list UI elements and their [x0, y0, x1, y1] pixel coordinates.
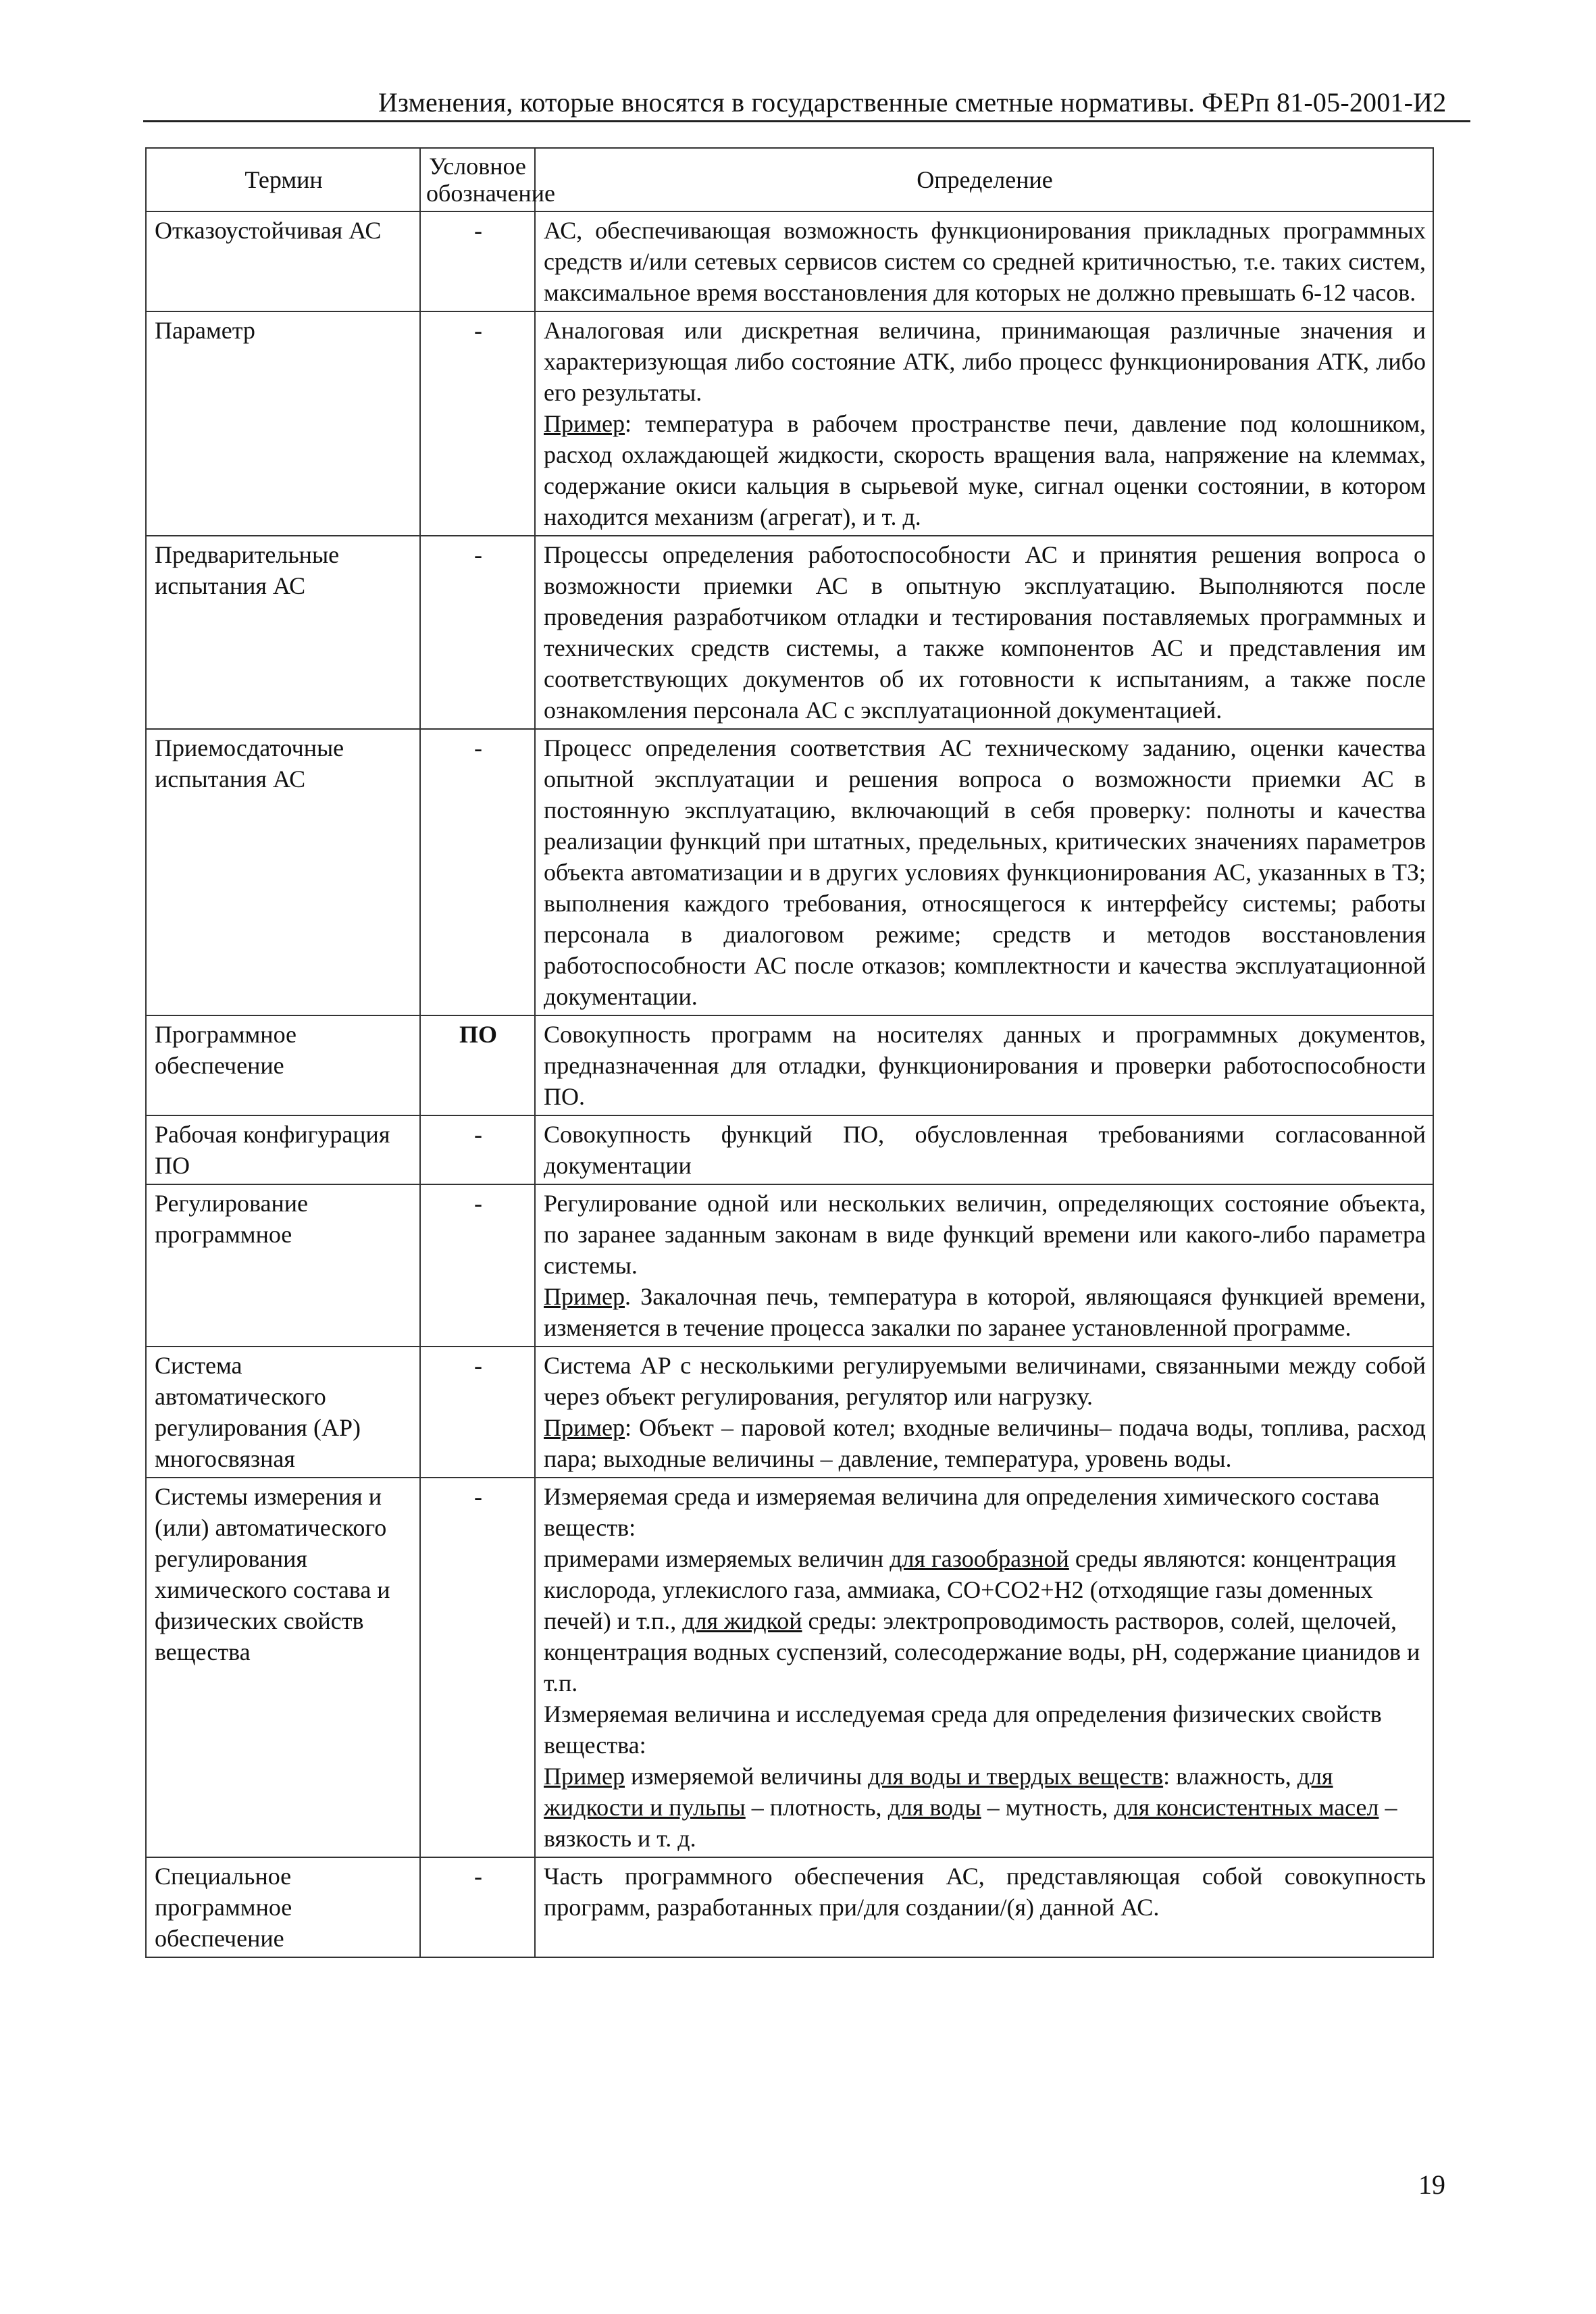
water-label: для воды	[887, 1794, 981, 1821]
abbreviation-cell: -	[420, 729, 535, 1015]
example-pre-text: измеряемой величины	[625, 1763, 869, 1790]
definition-cell: Совокупность программ на носителях данных и программных документов, предназначенная для отладки, функционирования и проверки работоспособности ПО.	[535, 1015, 1433, 1115]
abbreviation-cell: -	[420, 1478, 535, 1857]
term-cell: Рабочая конфигурация ПО	[146, 1115, 420, 1184]
abbreviation-cell: -	[420, 211, 535, 311]
table-row	[146, 1478, 1433, 1857]
table-header-row	[146, 148, 1433, 211]
column-header-definition: Определение	[535, 148, 1433, 211]
header-rule	[143, 120, 1470, 122]
gas-medium-text: среды являются: концентрация кислорода, углекислого газа, аммиака, СО+СО2+Н2 (отходящие газы доменных печей) и т.п.,	[544, 1545, 1397, 1634]
page-number: 19	[1418, 2169, 1445, 2200]
abbreviation-cell: ПО	[420, 1015, 535, 1115]
definition-cell	[535, 1478, 1433, 1857]
example-label: Пример	[544, 1763, 625, 1790]
definition-text: Система АР с несколькими регулируемыми величинами, связанными между собой через объект регулирования, регулятор или нагрузку.	[544, 1352, 1426, 1410]
term-cell: Приемосдаточные испытания АС	[146, 729, 420, 1015]
table-row	[146, 311, 1433, 536]
definition-cell: Часть программного обеспечения АС, представляющая собой совокупность программ, разработанных при/для создании/(я) данной АС.	[535, 1857, 1433, 1957]
term-cell: Программное обеспечение	[146, 1015, 420, 1115]
example-label: Пример	[544, 410, 625, 437]
term-cell: Регулирование программное	[146, 1184, 420, 1347]
gas-medium-label: для газообразной	[890, 1545, 1069, 1572]
liquid-medium-text: среды: электропроводимость растворов, солей, щелочей, концентрация водных суспензий, солесодержание воды, рН, содержание цианидов и т.п.	[544, 1607, 1420, 1696]
definition-text: Регулирование одной или нескольких величин, определяющих состояние объекта, по заранее заданным законам в виде функций времени или какого-либо параметра системы.	[544, 1190, 1426, 1279]
definition-cell: Совокупность функций ПО, обусловленная требованиями согласованной документации	[535, 1115, 1433, 1184]
oil-text: – вязкость и т. д.	[544, 1794, 1397, 1852]
definition-cell	[535, 311, 1433, 536]
table-row	[146, 729, 1433, 1015]
definition-cell: АС, обеспечивающая возможность функционирования прикладных программных средств и/или сетевых сервисов систем со средней критичностью, т.е. таких систем, максимальное время восстановления для которых не должно превышать 6-12 часов.	[535, 211, 1433, 311]
term-cell: Система автоматического регулирования (АР) многосвязная	[146, 1347, 420, 1478]
table-row	[146, 1015, 1433, 1115]
column-header-term: Термин	[146, 148, 420, 211]
table-row	[146, 211, 1433, 311]
example-label: Пример	[544, 1283, 625, 1310]
pulp-label: для жидкости и пульпы	[544, 1763, 1333, 1821]
liquid-medium-label: для жидкой	[682, 1607, 802, 1634]
solids-text: : влажность,	[1163, 1763, 1297, 1790]
table-row	[146, 1184, 1433, 1347]
term-cell: Специальное программное обеспечение	[146, 1857, 420, 1957]
table-row	[146, 1857, 1433, 1957]
table-row	[146, 1115, 1433, 1184]
oil-label: для консистентных масел	[1114, 1794, 1379, 1821]
term-cell: Системы измерения и (или) автоматического регулирования химического состава и физических свойств вещества	[146, 1478, 420, 1857]
column-header-abbreviation: Условное обозначение	[420, 148, 535, 211]
running-header: Изменения, которые вносятся в государственные сметные нормативы. ФЕРп 81-05-2001-И2	[378, 87, 1447, 118]
example-text: . Закалочная печь, температура в которой, являющаяся функцией времени, изменяется в течение процесса закалки по заранее установленной программе.	[544, 1283, 1426, 1341]
term-cell: Предварительные испытания АС	[146, 536, 420, 729]
example-text: : температура в рабочем пространстве печи, давление под колошником, расход охлаждающей жидкости, скорость вращения вала, напряжение на клеммах, содержание окиси кальция в сырьевой муке, сигнал оценки состоянии, в котором находится механизм (агрегат), и т. д.	[544, 410, 1426, 530]
example-label: Пример	[544, 1414, 625, 1441]
physical-properties-intro: Измеряемая величина и исследуемая среда для определения физических свойств вещества:	[544, 1701, 1382, 1759]
gas-pre-text: примерами измеряемых величин	[544, 1545, 890, 1572]
term-cell: Параметр	[146, 311, 420, 536]
definition-cell: Процесс определения соответствия АС техническому заданию, оценки качества опытной эксплуатации и решения вопроса о возможности приемки АС в постоянную эксплуатацию, включающий в себя проверку: полноты и качества реализации функций при штатных, предельных, критических значениях параметров объекта автоматизации и в других условиях функционирования АС, указанных в ТЗ; выполнения каждого требования, относящегося к интерфейсу системы; работы персонала в диалоговом режиме; средств и методов восстановления работоспособности АС после отказов; комплектности и качества эксплуатационной документации.	[535, 729, 1433, 1015]
abbreviation-cell: -	[420, 1857, 535, 1957]
definition-cell	[535, 1184, 1433, 1347]
terms-table	[145, 147, 1434, 1958]
example-text: : Объект – паровой котел; входные величины– подача воды, топлива, расход пара; выходные величины – давление, температура, уровень воды.	[544, 1414, 1426, 1472]
pulp-text: – плотность,	[745, 1794, 888, 1821]
table-row	[146, 1347, 1433, 1478]
abbreviation-cell: -	[420, 1115, 535, 1184]
abbreviation-cell: -	[420, 1347, 535, 1478]
solids-label: для воды и твердых веществ	[868, 1763, 1164, 1790]
water-text: – мутность,	[981, 1794, 1114, 1821]
term-cell: Отказоустойчивая АС	[146, 211, 420, 311]
table-row	[146, 536, 1433, 729]
abbreviation-cell: -	[420, 1184, 535, 1347]
abbreviation-cell: -	[420, 311, 535, 536]
definition-cell: Процессы определения работоспособности АС и принятия решения вопроса о возможности приемки АС в опытную эксплуатацию. Выполняются после проведения разработчиком отладки и тестирования поставляемых программных и технических средств системы, а также компонентов АС и представления им соответствующих документов об их готовности к испытаниям, а также после ознакомления персонала АС с эксплуатационной документацией.	[535, 536, 1433, 729]
definition-text: Аналоговая или дискретная величина, принимающая различные значения и характеризующая либо состояние АТК, либо процесс функционирования АТК, либо его результаты.	[544, 317, 1426, 406]
definition-cell	[535, 1347, 1433, 1478]
abbreviation-cell: -	[420, 536, 535, 729]
definition-intro: Измеряемая среда и измеряемая величина для определения химического состава веществ:	[544, 1483, 1380, 1541]
